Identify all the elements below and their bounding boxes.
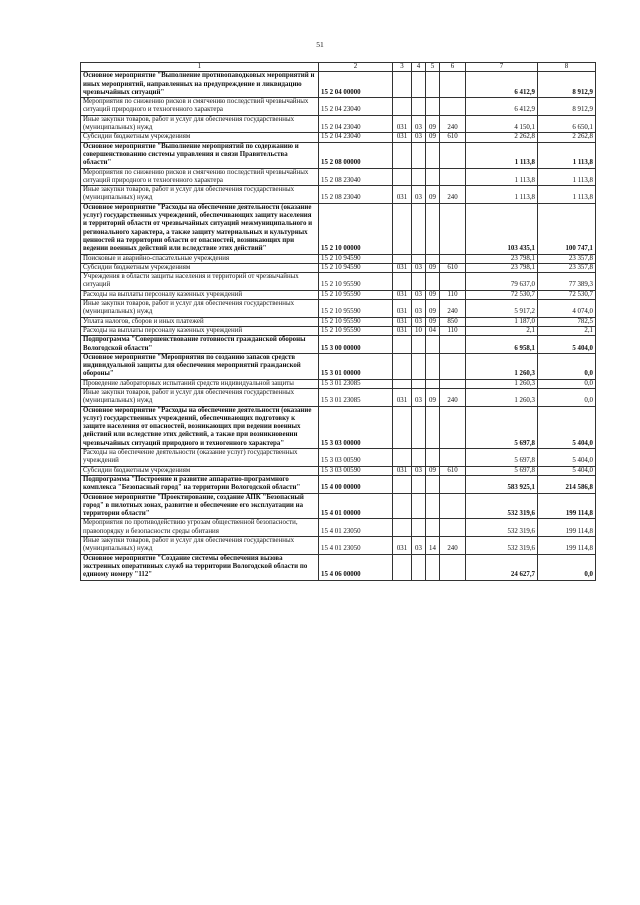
amount-col-7: 5 697,8: [466, 466, 538, 475]
table-row: [81, 72, 596, 98]
row-name: Основное мероприятие "Проектирование, создание АПК "Безопасный город" в пилотных зонах, развитие и обеспечение его эксплуатации на территории области": [81, 493, 319, 519]
row-name: Субсидии бюджетным учреждениям: [81, 133, 319, 142]
amount-col-8: 0,0: [538, 379, 596, 388]
row-name: Основное мероприятие "Выполнение мероприятий по содержанию и совершенствованию системы управления и связи Правительства области": [81, 142, 319, 168]
row-name: Подпрограмма "Совершенствование готовности гражданской обороны Вологодской области": [81, 336, 319, 354]
amount-col-7: 1 113,8: [466, 168, 538, 186]
section-code: 03: [412, 317, 426, 326]
budget-table: [80, 62, 596, 581]
expense-type-code: [440, 353, 466, 379]
ministry-code: 031: [393, 326, 412, 335]
program-code: 15 2 10 94590: [319, 263, 393, 272]
row-name: Иные закупки товаров, работ и услуг для обеспечения государственных (муниципальных) нужд: [81, 115, 319, 133]
table-row: [81, 168, 596, 186]
row-name: Иные закупки товаров, работ и услуг для обеспечения государственных (муниципальных) нужд: [81, 537, 319, 555]
program-code: 15 2 04 00000: [319, 72, 393, 98]
program-code: 15 3 03 00590: [319, 466, 393, 475]
section-code: [412, 449, 426, 467]
section-code: [412, 554, 426, 580]
section-code: [412, 273, 426, 291]
row-name: Основное мероприятие "Выполнение противопаводковых мероприятий и иных мероприятий, направленных на предупреждение и ликвидацию чрезвычайных ситуаций": [81, 72, 319, 98]
row-name: Подпрограмма "Построение и развитие аппаратно-программного комплекса "Безопасный город" на территории Вологодской области": [81, 475, 319, 493]
amount-col-7: 1 260,3: [466, 353, 538, 379]
amount-col-7: 1 187,0: [466, 317, 538, 326]
program-code: 15 2 04 23040: [319, 98, 393, 116]
row-name: Мероприятия по противодействию угрозам общественной безопасности, правопорядку и безопасности среды обитания: [81, 519, 319, 537]
program-code: 15 3 01 00000: [319, 353, 393, 379]
ministry-code: [393, 449, 412, 467]
amount-col-7: 6 412,9: [466, 98, 538, 116]
ministry-code: [393, 336, 412, 354]
table-row: [81, 406, 596, 448]
table-row: [81, 273, 596, 291]
section-code: 03: [412, 466, 426, 475]
table-row: [81, 203, 596, 254]
amount-col-8: 5 404,0: [538, 449, 596, 467]
expense-type-code: [440, 406, 466, 448]
section-code: [412, 406, 426, 448]
subsection-code: [426, 449, 440, 467]
column-header: 6: [440, 63, 466, 72]
amount-col-7: 1 113,8: [466, 186, 538, 204]
table-row: [81, 254, 596, 263]
expense-type-code: 610: [440, 133, 466, 142]
row-name: Учреждения в области защиты населения и территорий от чрезвычайных ситуаций: [81, 273, 319, 291]
row-name: Уплата налогов, сборов и иных платежей: [81, 317, 319, 326]
program-code: 15 4 01 23050: [319, 519, 393, 537]
table-row: [81, 336, 596, 354]
subsection-code: 09: [426, 290, 440, 299]
row-name: Расходы на выплаты персоналу казенных учреждений: [81, 290, 319, 299]
section-code: [412, 254, 426, 263]
expense-type-code: [440, 254, 466, 263]
subsection-code: 09: [426, 263, 440, 272]
section-code: [412, 72, 426, 98]
subsection-code: 09: [426, 133, 440, 142]
amount-col-8: 782,5: [538, 317, 596, 326]
subsection-code: [426, 493, 440, 519]
expense-type-code: [440, 519, 466, 537]
section-code: 03: [412, 300, 426, 318]
ministry-code: 031: [393, 186, 412, 204]
amount-col-7: 1 260,3: [466, 388, 538, 406]
column-header: 5: [426, 63, 440, 72]
ministry-code: [393, 98, 412, 116]
amount-col-8: 199 114,8: [538, 519, 596, 537]
program-code: 15 2 04 23040: [319, 115, 393, 133]
program-code: 15 2 10 95590: [319, 300, 393, 318]
expense-type-code: 110: [440, 326, 466, 335]
ministry-code: [393, 142, 412, 168]
expense-type-code: 610: [440, 466, 466, 475]
amount-col-8: 72 530,7: [538, 290, 596, 299]
expense-type-code: [440, 379, 466, 388]
section-code: [412, 168, 426, 186]
program-code: 15 2 04 23040: [319, 133, 393, 142]
section-code: 03: [412, 115, 426, 133]
ministry-code: [393, 493, 412, 519]
table-row: [81, 519, 596, 537]
column-header: 2: [319, 63, 393, 72]
ministry-code: 031: [393, 466, 412, 475]
amount-col-8: 2,1: [538, 326, 596, 335]
ministry-code: [393, 273, 412, 291]
expense-type-code: [440, 554, 466, 580]
subsection-code: 09: [426, 317, 440, 326]
table-row: [81, 449, 596, 467]
amount-col-7: 5 697,8: [466, 406, 538, 448]
section-code: [412, 336, 426, 354]
column-header: 7: [466, 63, 538, 72]
program-code: 15 2 08 00000: [319, 142, 393, 168]
row-name: Основное мероприятие "Мероприятия по созданию запасов средств индивидуальной защиты для обеспечения мероприятий гражданской обороны": [81, 353, 319, 379]
row-name: Иные закупки товаров, работ и услуг для обеспечения государственных (муниципальных) нужд: [81, 300, 319, 318]
ministry-code: [393, 406, 412, 448]
ministry-code: 031: [393, 115, 412, 133]
table-row: [81, 379, 596, 388]
row-name: Проведение лабораторных испытаний средств индивидуальной защиты: [81, 379, 319, 388]
ministry-code: [393, 203, 412, 254]
expense-type-code: [440, 336, 466, 354]
ministry-code: [393, 353, 412, 379]
amount-col-7: 23 798,1: [466, 254, 538, 263]
row-name: Расходы на обеспечение деятельности (оказание услуг) государственных учреждений: [81, 449, 319, 467]
amount-col-7: 79 637,0: [466, 273, 538, 291]
row-name: Основное мероприятие "Расходы на обеспечение деятельности (оказание услуг) государственных учреждений, обеспечивающих защиту населения и территорий области от чрезвычайных ситуаций межмуниципального и регионального характера, а также защиту материальных и культурных ценностей на территории области от опасностей, возникающих при ведении военных действий или вследствие этих действий": [81, 203, 319, 254]
program-code: 15 3 01 23085: [319, 388, 393, 406]
ministry-code: [393, 379, 412, 388]
program-code: 15 2 10 95590: [319, 273, 393, 291]
program-code: 15 3 03 00590: [319, 449, 393, 467]
amount-col-8: 4 074,0: [538, 300, 596, 318]
subsection-code: [426, 554, 440, 580]
amount-col-8: 0,0: [538, 388, 596, 406]
amount-col-7: 103 435,1: [466, 203, 538, 254]
table-body: [81, 72, 596, 580]
amount-col-8: 23 357,8: [538, 254, 596, 263]
program-code: 15 2 10 95590: [319, 290, 393, 299]
amount-col-8: 199 114,8: [538, 537, 596, 555]
ministry-code: 031: [393, 317, 412, 326]
row-name: Иные закупки товаров, работ и услуг для обеспечения государственных (муниципальных) нужд: [81, 388, 319, 406]
expense-type-code: 240: [440, 388, 466, 406]
subsection-code: 09: [426, 300, 440, 318]
expense-type-code: 240: [440, 300, 466, 318]
program-code: 15 4 01 00000: [319, 493, 393, 519]
row-name: Субсидии бюджетным учреждениям: [81, 466, 319, 475]
program-code: 15 2 08 23040: [319, 168, 393, 186]
amount-col-7: 532 319,6: [466, 537, 538, 555]
section-code: 03: [412, 290, 426, 299]
table-row: [81, 353, 596, 379]
table-row: [81, 466, 596, 475]
subsection-code: 09: [426, 186, 440, 204]
ministry-code: 031: [393, 300, 412, 318]
row-name: Субсидии бюджетным учреждениям: [81, 263, 319, 272]
table-row: [81, 317, 596, 326]
expense-type-code: 240: [440, 186, 466, 204]
expense-type-code: [440, 72, 466, 98]
subsection-code: [426, 406, 440, 448]
subsection-code: 09: [426, 388, 440, 406]
amount-col-8: 8 912,9: [538, 72, 596, 98]
section-code: [412, 203, 426, 254]
ministry-code: [393, 72, 412, 98]
expense-type-code: 240: [440, 537, 466, 555]
amount-col-7: 23 798,1: [466, 263, 538, 272]
column-header: 1: [81, 63, 319, 72]
expense-type-code: 850: [440, 317, 466, 326]
row-name: Иные закупки товаров, работ и услуг для обеспечения государственных (муниципальных) нужд: [81, 186, 319, 204]
ministry-code: [393, 475, 412, 493]
table-row: [81, 475, 596, 493]
amount-col-7: 6 412,9: [466, 72, 538, 98]
ministry-code: [393, 554, 412, 580]
amount-col-8: 100 747,1: [538, 203, 596, 254]
table-row: [81, 133, 596, 142]
amount-col-7: 1 260,3: [466, 379, 538, 388]
section-code: [412, 379, 426, 388]
amount-col-7: 532 319,6: [466, 493, 538, 519]
subsection-code: [426, 203, 440, 254]
subsection-code: [426, 254, 440, 263]
subsection-code: [426, 273, 440, 291]
amount-col-7: 4 150,1: [466, 115, 538, 133]
section-code: [412, 353, 426, 379]
program-code: 15 3 01 23085: [319, 379, 393, 388]
amount-col-8: 1 113,8: [538, 168, 596, 186]
amount-col-8: 199 114,8: [538, 493, 596, 519]
program-code: 15 3 03 00000: [319, 406, 393, 448]
amount-col-7: 2 262,8: [466, 133, 538, 142]
expense-type-code: [440, 273, 466, 291]
amount-col-7: 5 917,2: [466, 300, 538, 318]
subsection-code: 14: [426, 537, 440, 555]
amount-col-8: 6 650,1: [538, 115, 596, 133]
column-header: 3: [393, 63, 412, 72]
table-row: [81, 115, 596, 133]
amount-col-8: 23 357,8: [538, 263, 596, 272]
program-code: 15 2 10 95590: [319, 317, 393, 326]
ministry-code: 031: [393, 537, 412, 555]
row-name: Поисковые и аварийно-спасательные учреждения: [81, 254, 319, 263]
ministry-code: 031: [393, 290, 412, 299]
program-code: 15 2 10 00000: [319, 203, 393, 254]
subsection-code: [426, 98, 440, 116]
table-row: [81, 300, 596, 318]
expense-type-code: [440, 203, 466, 254]
program-code: 15 4 01 23050: [319, 537, 393, 555]
row-name: Мероприятия по снижению рисков и смягчению последствий чрезвычайных ситуаций природного и техногенного характера: [81, 168, 319, 186]
amount-col-8: 0,0: [538, 353, 596, 379]
amount-col-7: 1 113,8: [466, 142, 538, 168]
table-row: [81, 326, 596, 335]
section-code: [412, 142, 426, 168]
expense-type-code: [440, 168, 466, 186]
section-code: 03: [412, 133, 426, 142]
expense-type-code: [440, 142, 466, 168]
table-row: [81, 98, 596, 116]
subsection-code: 09: [426, 115, 440, 133]
section-code: 10: [412, 326, 426, 335]
amount-col-8: 1 113,8: [538, 142, 596, 168]
expense-type-code: [440, 98, 466, 116]
program-code: 15 3 00 00000: [319, 336, 393, 354]
subsection-code: [426, 519, 440, 537]
table-header-row: [81, 63, 596, 72]
subsection-code: [426, 142, 440, 168]
amount-col-7: 24 627,7: [466, 554, 538, 580]
table-row: [81, 493, 596, 519]
expense-type-code: [440, 449, 466, 467]
amount-col-7: 583 925,1: [466, 475, 538, 493]
subsection-code: [426, 336, 440, 354]
row-name: Основное мероприятие "Расходы на обеспечение деятельности (оказание услуг) государственных учреждений, обеспечивающих подготовку к защите населения от опасностей, возникающих при ведении военных действий или вследствие этих действий, а также при возникновении чрезвычайных ситуаций природного и техногенного характера": [81, 406, 319, 448]
table-row: [81, 263, 596, 272]
section-code: 03: [412, 263, 426, 272]
table-row: [81, 388, 596, 406]
program-code: 15 2 10 94590: [319, 254, 393, 263]
section-code: [412, 493, 426, 519]
amount-col-7: 72 530,7: [466, 290, 538, 299]
table-row: [81, 142, 596, 168]
ministry-code: 031: [393, 388, 412, 406]
program-code: 15 2 10 95590: [319, 326, 393, 335]
ministry-code: 031: [393, 133, 412, 142]
amount-col-8: 5 404,0: [538, 336, 596, 354]
expense-type-code: 240: [440, 115, 466, 133]
table-row: [81, 554, 596, 580]
row-name: Расходы на выплаты персоналу казенных учреждений: [81, 326, 319, 335]
expense-type-code: 110: [440, 290, 466, 299]
program-code: 15 2 08 23040: [319, 186, 393, 204]
amount-col-8: 5 404,0: [538, 466, 596, 475]
section-code: [412, 475, 426, 493]
section-code: [412, 98, 426, 116]
table-row: [81, 290, 596, 299]
subsection-code: [426, 168, 440, 186]
program-code: 15 4 06 00000: [319, 554, 393, 580]
subsection-code: [426, 72, 440, 98]
amount-col-8: 77 389,3: [538, 273, 596, 291]
section-code: 03: [412, 388, 426, 406]
amount-col-7: 5 697,8: [466, 449, 538, 467]
subsection-code: 04: [426, 326, 440, 335]
subsection-code: [426, 353, 440, 379]
table-row: [81, 186, 596, 204]
amount-col-8: 8 912,9: [538, 98, 596, 116]
row-name: Мероприятия по снижению рисков и смягчению последствий чрезвычайных ситуаций природного и техногенного характера: [81, 98, 319, 116]
amount-col-7: 2,1: [466, 326, 538, 335]
ministry-code: [393, 519, 412, 537]
amount-col-8: 5 404,0: [538, 406, 596, 448]
column-header: 4: [412, 63, 426, 72]
page-number: 51: [316, 40, 324, 49]
subsection-code: [426, 379, 440, 388]
program-code: 15 4 00 00000: [319, 475, 393, 493]
column-header: 8: [538, 63, 596, 72]
expense-type-code: [440, 475, 466, 493]
section-code: 03: [412, 186, 426, 204]
subsection-code: 09: [426, 466, 440, 475]
amount-col-7: 6 958,1: [466, 336, 538, 354]
amount-col-7: 532 319,6: [466, 519, 538, 537]
amount-col-8: 214 586,8: [538, 475, 596, 493]
section-code: [412, 519, 426, 537]
expense-type-code: [440, 493, 466, 519]
expense-type-code: 610: [440, 263, 466, 272]
amount-col-8: 2 262,8: [538, 133, 596, 142]
amount-col-8: 1 113,8: [538, 186, 596, 204]
table-row: [81, 537, 596, 555]
ministry-code: 031: [393, 263, 412, 272]
section-code: 03: [412, 537, 426, 555]
row-name: Основное мероприятие "Создание системы обеспечения вызова экстренных оперативных служб на территории Вологодской области по единому номеру "112": [81, 554, 319, 580]
ministry-code: [393, 168, 412, 186]
amount-col-8: 0,0: [538, 554, 596, 580]
ministry-code: [393, 254, 412, 263]
subsection-code: [426, 475, 440, 493]
